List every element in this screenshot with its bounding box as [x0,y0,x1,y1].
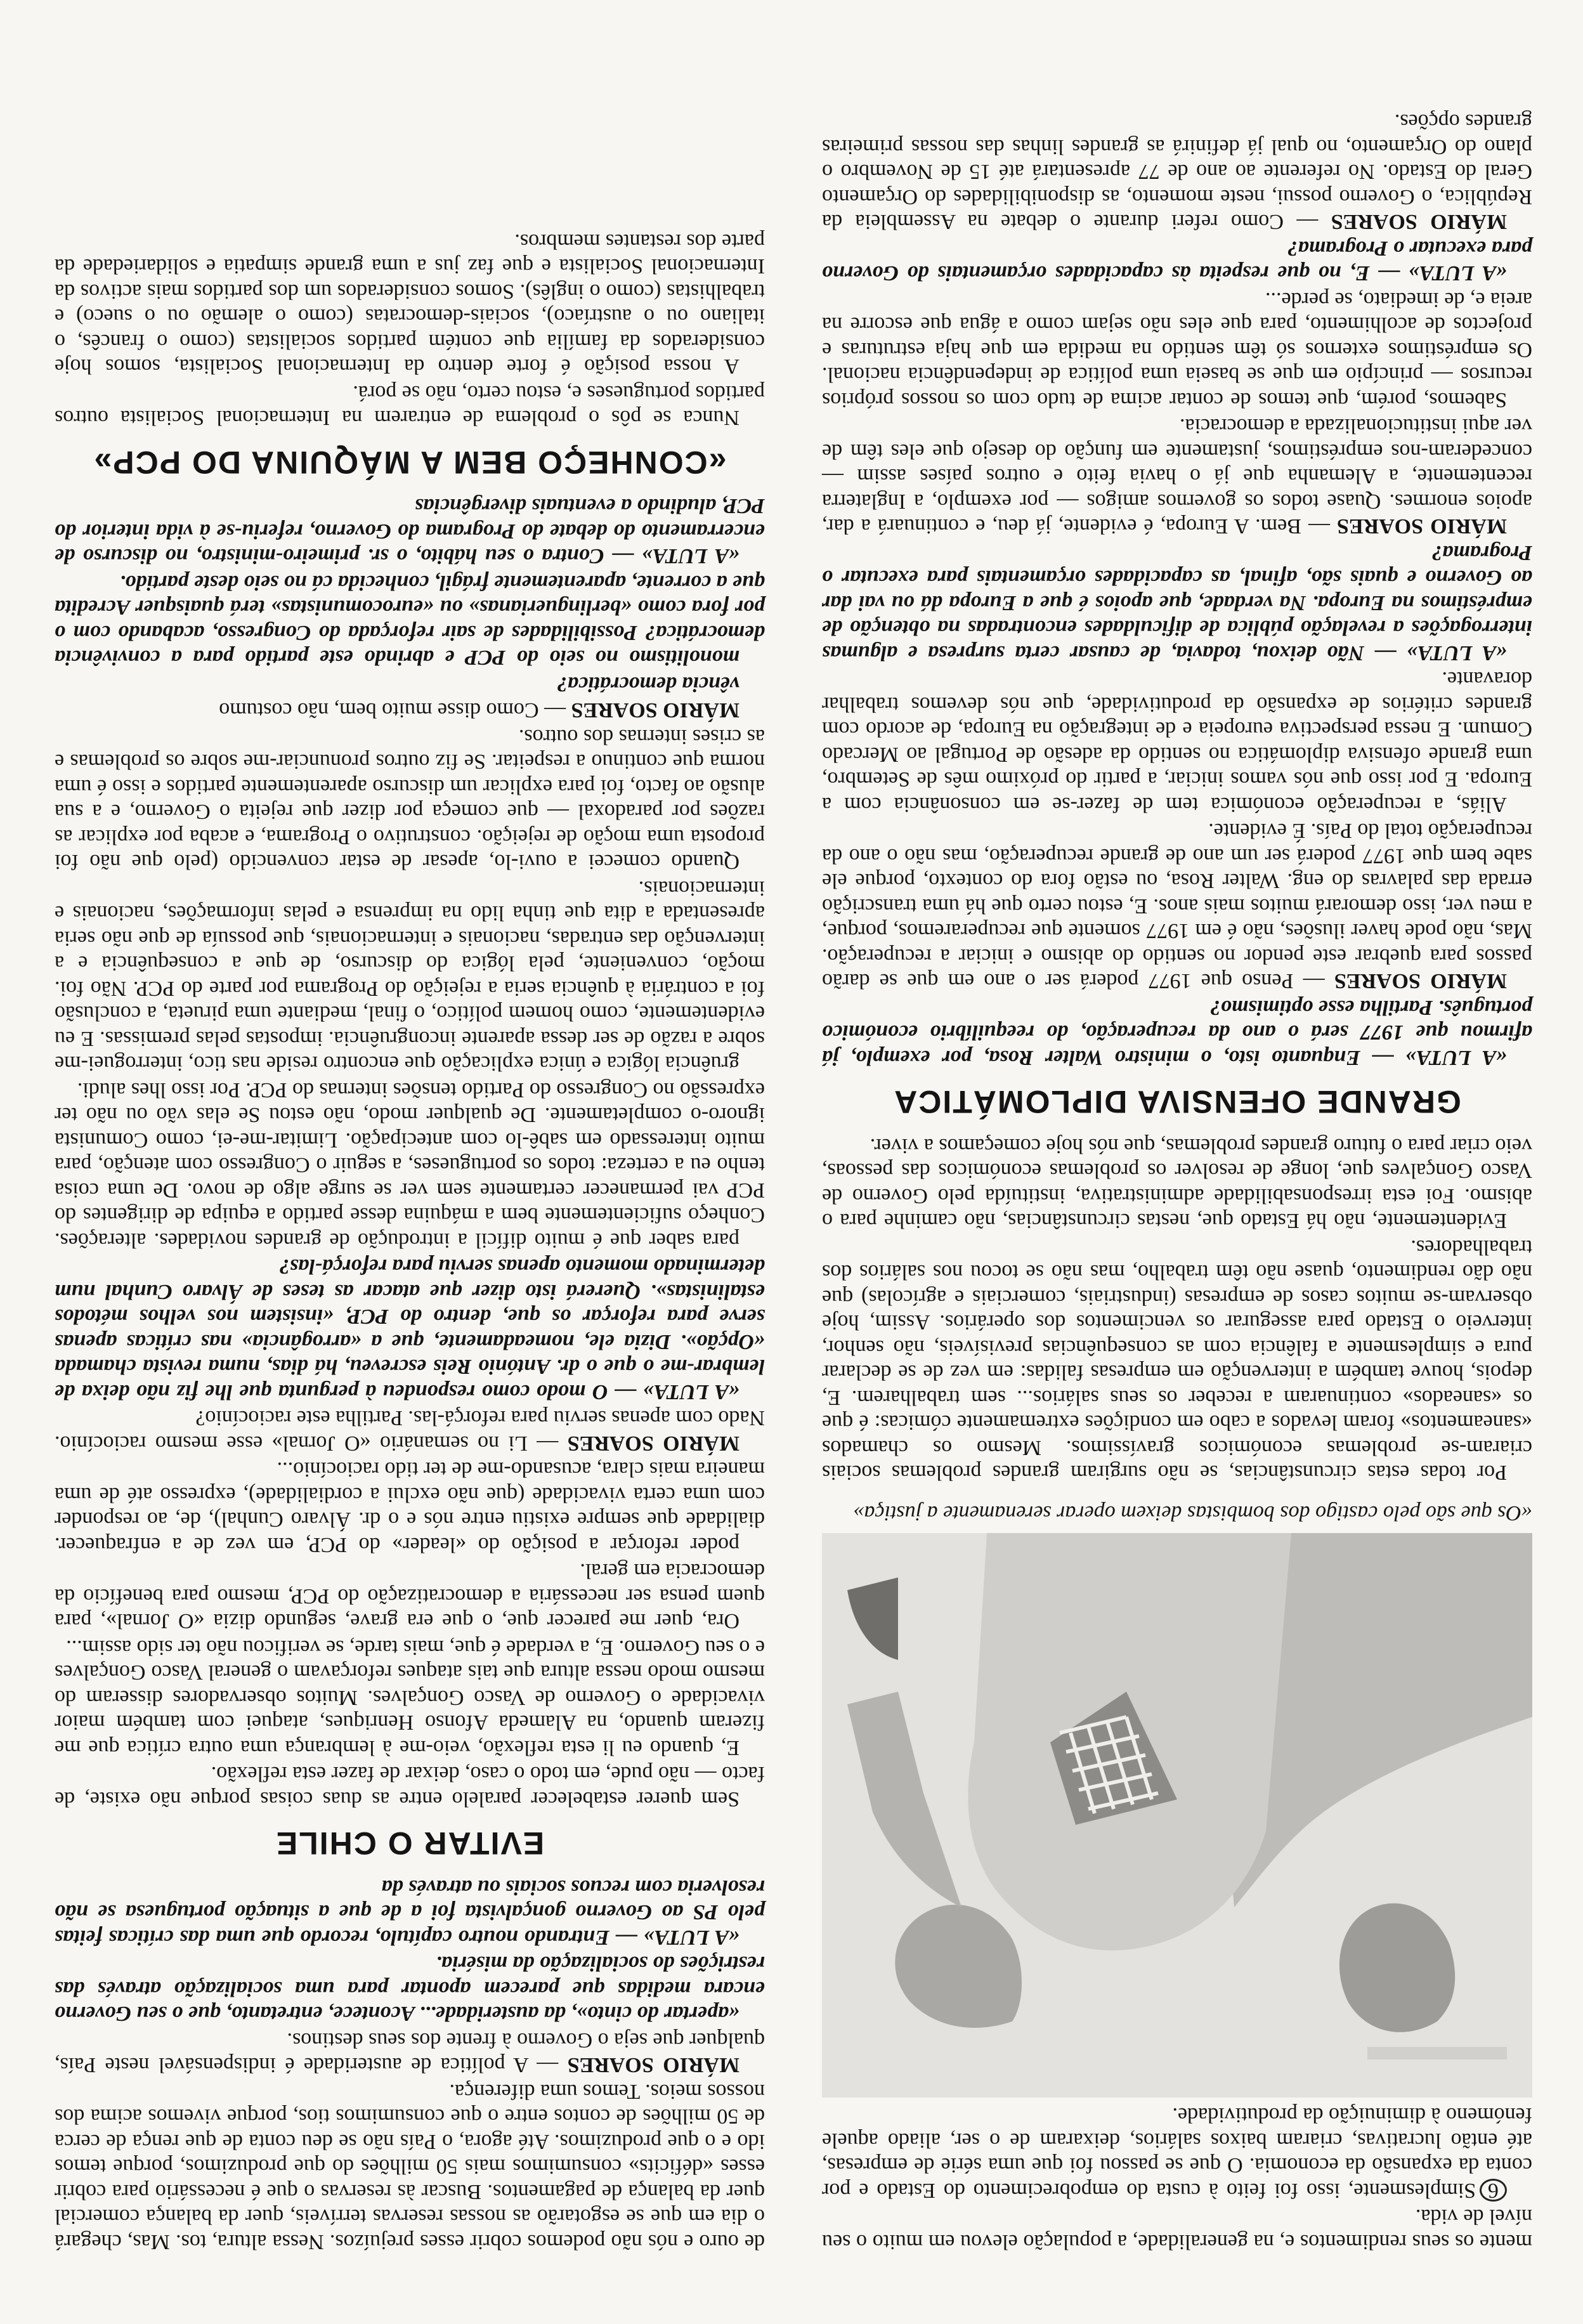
section-heading: EVITAR O CHILE [275,1825,545,1862]
speaker-name: MÁRIO SOARES [567,1432,739,1455]
paragraph: Ora, quer me parecer que, o que era grave, segundo dizia «O Jornal», para quem pensa ser necessária a democratização do PCP, mesmo para benefício da democracia em geral. [55,1559,765,1633]
paragraph: Aliás, a recuperação económica tem de fazer-se em consonância com a Europa. E por isso que nós vamos iniciar, a partir do próximo mês de Setembro, uma grande ofensiva diplomática no sentido da adesão de Portugal ao Mercado Comum. E nessa perspectiva europeia e de integração na Europa, de acordo com grandes critérios de expansão da produtividade, que nós devemos trabalhar doravante. [822,667,1532,816]
paragraph: Quando comecei a ouvi-lo, apesar de estar convencido (pelo que não foi proposta uma moção de rejeição. construtivo o Programa, e acaba por explicar as razões por paradoxal — que começa por dizer que rejeita o Governo, e a sua alusão ao facto, foi para explicar um discurso aparentemente partidos e isso é uma norma que continuo a respeitar. Se fiz outros pronunciar-me sobre os problemas e as crises internas dos outros. [55,725,765,874]
paragraph: Por todas estas circunstâncias, se não surgiram grandes problemas sociais criaram-se problemas económicos gravíssimos. Mesmo os chamados «saneamentos» foram levados a cabo em condições extremamente cómicas: é que os «saneados» continuaram a receber os seus salários... sem trabalharem. E, depois, houve também a intervenção em empresas falidas: em vez de se declarar pura e simplesmente a falência com as consequências previsíveis, não senhor, interveio o Estado para assegurar os vencimentos dos operários. Assim, hoje observam-se muitos casos de empresas (industriais, comerciais e agrícolas) que não dão rendimento, quase não têm trabalho, mas não se tocou nos salários dos trabalhadores. [822,1236,1532,1485]
speaker-name: MÁRIO SOARES [1334,969,1507,993]
paragraph: poder reforçar a posição do «leader» do PCP, em vez de a enfraquecer. dialidade que sempre existiu entre nós e o dr. Álvaro Cunhal), de, ao responder com uma certa vivacidade (que não exclui a cordialidade), expresso até de uma maneira mais clara, acusando-me de ter tido raciocínio... [55,1458,765,1557]
answer-text: — A política de austeridade é indispensável neste País, qualquer que seja o Governo à frente dos seus destinos. [54,2028,765,2077]
answer-paragraph [55,698,765,723]
answer-paragraph [55,2028,765,2078]
interviewer-question: «A LUTA» — Entrando noutro capítulo, recordo que uma das críticas feitas pelo PS ao Governo gonçalvista foi a de que a situação portuguesa se não resolveria com recuos sociais ou através da [55,1876,765,1949]
interviewer-question: monolitismo no seio do PCP e abrindo este partido para a convivência democrática? Possibilidades de sair reforçada do Congresso, acabando com o por fora como «berlinguerianas» ou «eurocomunistas» terá quaisquer Acredita que a corrente, aparentemente frágil, conhecida cá no seio deste partido. [55,571,765,670]
paragraph: Evidentemente, não há Estado que, nestas circunstâncias, não caminhe para o abismo. Foi esta irresponsabilidade administrativa, instituída pelo Governo de Vasco Gonçalves que, longe de resolver os problemas económicos das pessoas, veio criar para o futuro grandes problemas, que nós hoje começamos a viver. [822,1134,1532,1233]
paragraph: mente os seus rendimentos e, na generalidade, a população elevou em muito o seu nível de vida. [822,2205,1532,2254]
paragraph: de ouro e nós não podemos cobrir esses prejuízos. Nessa altura, tos. Mas, chegará o dia em que se esgotarão as nossas reservas terríveis, quer da balança comercial quer da balança de pagamentos. Buscar às reservas o que é necessário para cobrir esses «déficits» consumimos mais 50 milhões do que produzimos, porque temos ido e o que produzimos. Até agora, o País não se deu conta de que rença de cerca de 50 milhões de contos entre o que consumimos tios, porque vivemos acima dos nossos meios. Temos uma diferença. [55,2080,765,2254]
left-column [822,108,1532,2254]
paragraph: Sabemos, porém, que temos de contar acima de tudo com os nossos próprios recursos — princípio em que se baseia uma política de independência nacional. Os empréstimos externos só têm sentido na medida em que haja estruturas e projectos de acolhimento, para que eles não sejam como a água que escorre na areia e, de imediato, se perde... [822,288,1532,412]
photo-caption: «Os que são pelo castigo dos bombistas deixem operar serenamente a justiça» [853,1501,1532,1525]
paragraph [822,2103,1532,2203]
answer-paragraph [822,109,1532,235]
interviewer-question: vência democrática? [557,672,739,696]
answer-paragraph [822,818,1532,994]
answer-paragraph [822,414,1532,539]
paragraph: gruência lógica e única explicação que encontro reside nas tico, interroguei-me sobre a razão de ser dessa aparente incongruência. impostas pelas premissas. E eu evidentemente, como homem político, o final, mediante uma pirueta, a conclusão foi a contrária à quência seria a rejeição do Programa por parte do PCP. Não foi. moção, conveniente, pela lógica do discurso, de que a consequência e a intervenção das entradas, nacionais e internacionais, que possuía de que não seria apresentada a dita que tinha lido na imprensa e pelas informações, nacionais e internacionais. [55,877,765,1076]
answer-text: — Bem. A Europa, é evidente, já deu, e continuará a dar, apoios enormes. Quase todos os governos amigos — por exemplo, a Inglaterra recentemente, a Alemanha que já o havia feito e outros países assim — concederam-nos empréstimos, justamente em função do desejo que eles têm de ver aqui institucionalizada a democracia. [822,414,1532,539]
answer-paragraph [55,1406,765,1456]
paragraph: E, quando eu li esta reflexão, veio-me à lembrança uma outra crítica que me fizeram quando, na Alameda Afonso Henriques, ataquei com também maior vivacidade o Governo de Vasco Gonçalves. Muitos observadores disseram do mesmo modo nessa altura que tais ataques reforçavam o general Vasco Gonçalves e o seu Governo. E, a verdade é que, mais tarde, se verificou não ter sido assim... [55,1636,765,1759]
speaker-name: MÁRIO SOARES [1337,514,1507,539]
photo-image [822,1533,1532,2098]
news-photo [822,1533,1532,2098]
paragraph: Nunca se pôs o problema de entrarem na Internacional Socialista outros partidos portugueses e, estou certo, não se porá. [55,381,765,430]
speaker-name: MÁRIO SOARES [1331,210,1507,234]
paragraph: A nossa posição é forte dentro da Internacional Socialista, somos hoje considerados da família que contém partidos socialistas (como o francês, o italiano ou o austríaco), sociais-democratas (como o alemão ou o sueco) e trabalhistas (como o inglês). Somos considerados um dos partidos mais activos da Internacional Socialista e que faz jus a uma grande simpatia e solidariedade da parte dos restantes membros. [55,230,765,379]
paragraph-text: Simplesmente, isso foi feito à custa do empobrecimento do Estado e por conta da expansão da economia. O que se passou foi que uma série de empresas, até então lucrativas, criaram baixos salários, deixaram de o ser, aliado aquele fenómeno à diminuição da produtividade. [822,2103,1532,2202]
interviewer-question: «A LUTA» — Enquanto isto, o ministro Walter Rosa, por exemplo, já afirmou que 1977 será o ano da recuperação, do reequilíbrio económico português. Partilha esse optimismo? [822,996,1532,1069]
interviewer-question: «apertar do cinto», da austeridade... Acontece, entretanto, que o seu Governo encara medidas que parecem apontar para uma socialização através das restrições do socialização da miséria. [55,1952,765,2026]
right-column [55,228,765,2255]
answer-text: — Penso que 1977 poderá ser o ano em que se darão passos para quebrar este pendor no sentido do abismo e iniciar a recuperação. Mas, não pode haver ilusões, não é em 1977 somente que recuperaremos, porque, a meu ver, isso demorará muitos mais anos. E, estou certo que há uma transcrição errada das palavras do eng. Walter Rosa, ou estão fora do contexto, porque ele sabe bem que 1977 poderá ser um ano de grande recuperação, mas não o ano da recuperação total do País. É evidente. [822,819,1532,993]
answer-text: — Li no semanário «O Jornal» esse mesmo raciocínio. Nado com apenas serviu para reforçá-las. Partilha este raciocínio? [54,1406,765,1455]
section-heading: «CONHEÇO BEM A MÁQUINA DO PCP» [93,445,727,480]
speaker-name: MÁRIO SOARES [571,698,739,722]
answer-text: — Como disse muito bem, não costumo [219,698,566,722]
interviewer-question: «A LUTA» — O modo como respondeu à pergunta que lhe fiz não deixa de lembrar-me o que o dr. António Reis escreveu, há dias, numa revista chamada «Opção». Dizia ele, nomeadamente, que a «arrogância» nas críticas apenas serve para reforçar os que, dentro do PCP, «insistem nos velhos métodos estalinistas». Quererá isto dizer que atacar as teses de Álvaro Cunhal num determinado momento apenas serviu para reforçá-las? [55,1255,765,1404]
interviewer-question: «A LUTA» — E, no que respeita às capacidades orçamentais do Governo para executar o Programa? [822,237,1532,285]
interviewer-question: «A LUTA» — Não deixou, todavia, de causar certa surpresa e algumas interrogações a revelação pública de dificuldades encontradas na obtenção de empréstimos na Europa. Na verdade, que apoios é que a Europa dá ou vai dar ao Governo e quais são, afinal, as capacidades orçamentais para executar o Programa? [822,541,1532,665]
answer-text: — Como referi durante o debate na Assembleia da República, o Governo possui, neste momento, as disponibilidades do Orçamento Geral do Estado. No referente ao ano de 77 apresentará até 15 de Novembro o plano do Orçamento, no qual já definirá as grandes linhas das nossas primeiras grandes opções. [822,110,1532,234]
section-heading: GRANDE OFENSIVA DIPLOMÁTICA [893,1084,1461,1120]
handwritten-page-mark: 6 [1480,2179,1507,2202]
speaker-name: MÁRIO SOARES [567,2053,739,2077]
paragraph: Sem querer estabelecer paralelo entre as duas coisas porque não existe, de facto — não pude, em todo o caso, deixar de fazer esta reflexão. [55,1762,765,1811]
interviewer-question: «A LUTA» — Contra o seu hábito, o sr. primeiro-ministro, no discurso de encerramento do debate do Programa do Governo, referiu-se à vida interior do PCP, aludindo a eventuais divergências [55,494,765,568]
paragraph: para saber que é muito difícil a introdução de grandes novidades. alterações. Conheço suficientemente bem a máquina desse partido a equipa de dirigentes do PCP vai permanecer certamente sem ver se surge algo de novo. De uma coisa tenho eu a certeza: todos os portugueses, a seguir o Congresso com atenção, para muito interessado em sabê-lo com antecipação. Limitar-me-ei, como Comunista ignoro-o completamente. De qualquer modo, não estou Se elas vão ou não ter expressão no Congresso do Partido tensões internas do PCP. Por isso lhes aludi. [55,1078,765,1252]
